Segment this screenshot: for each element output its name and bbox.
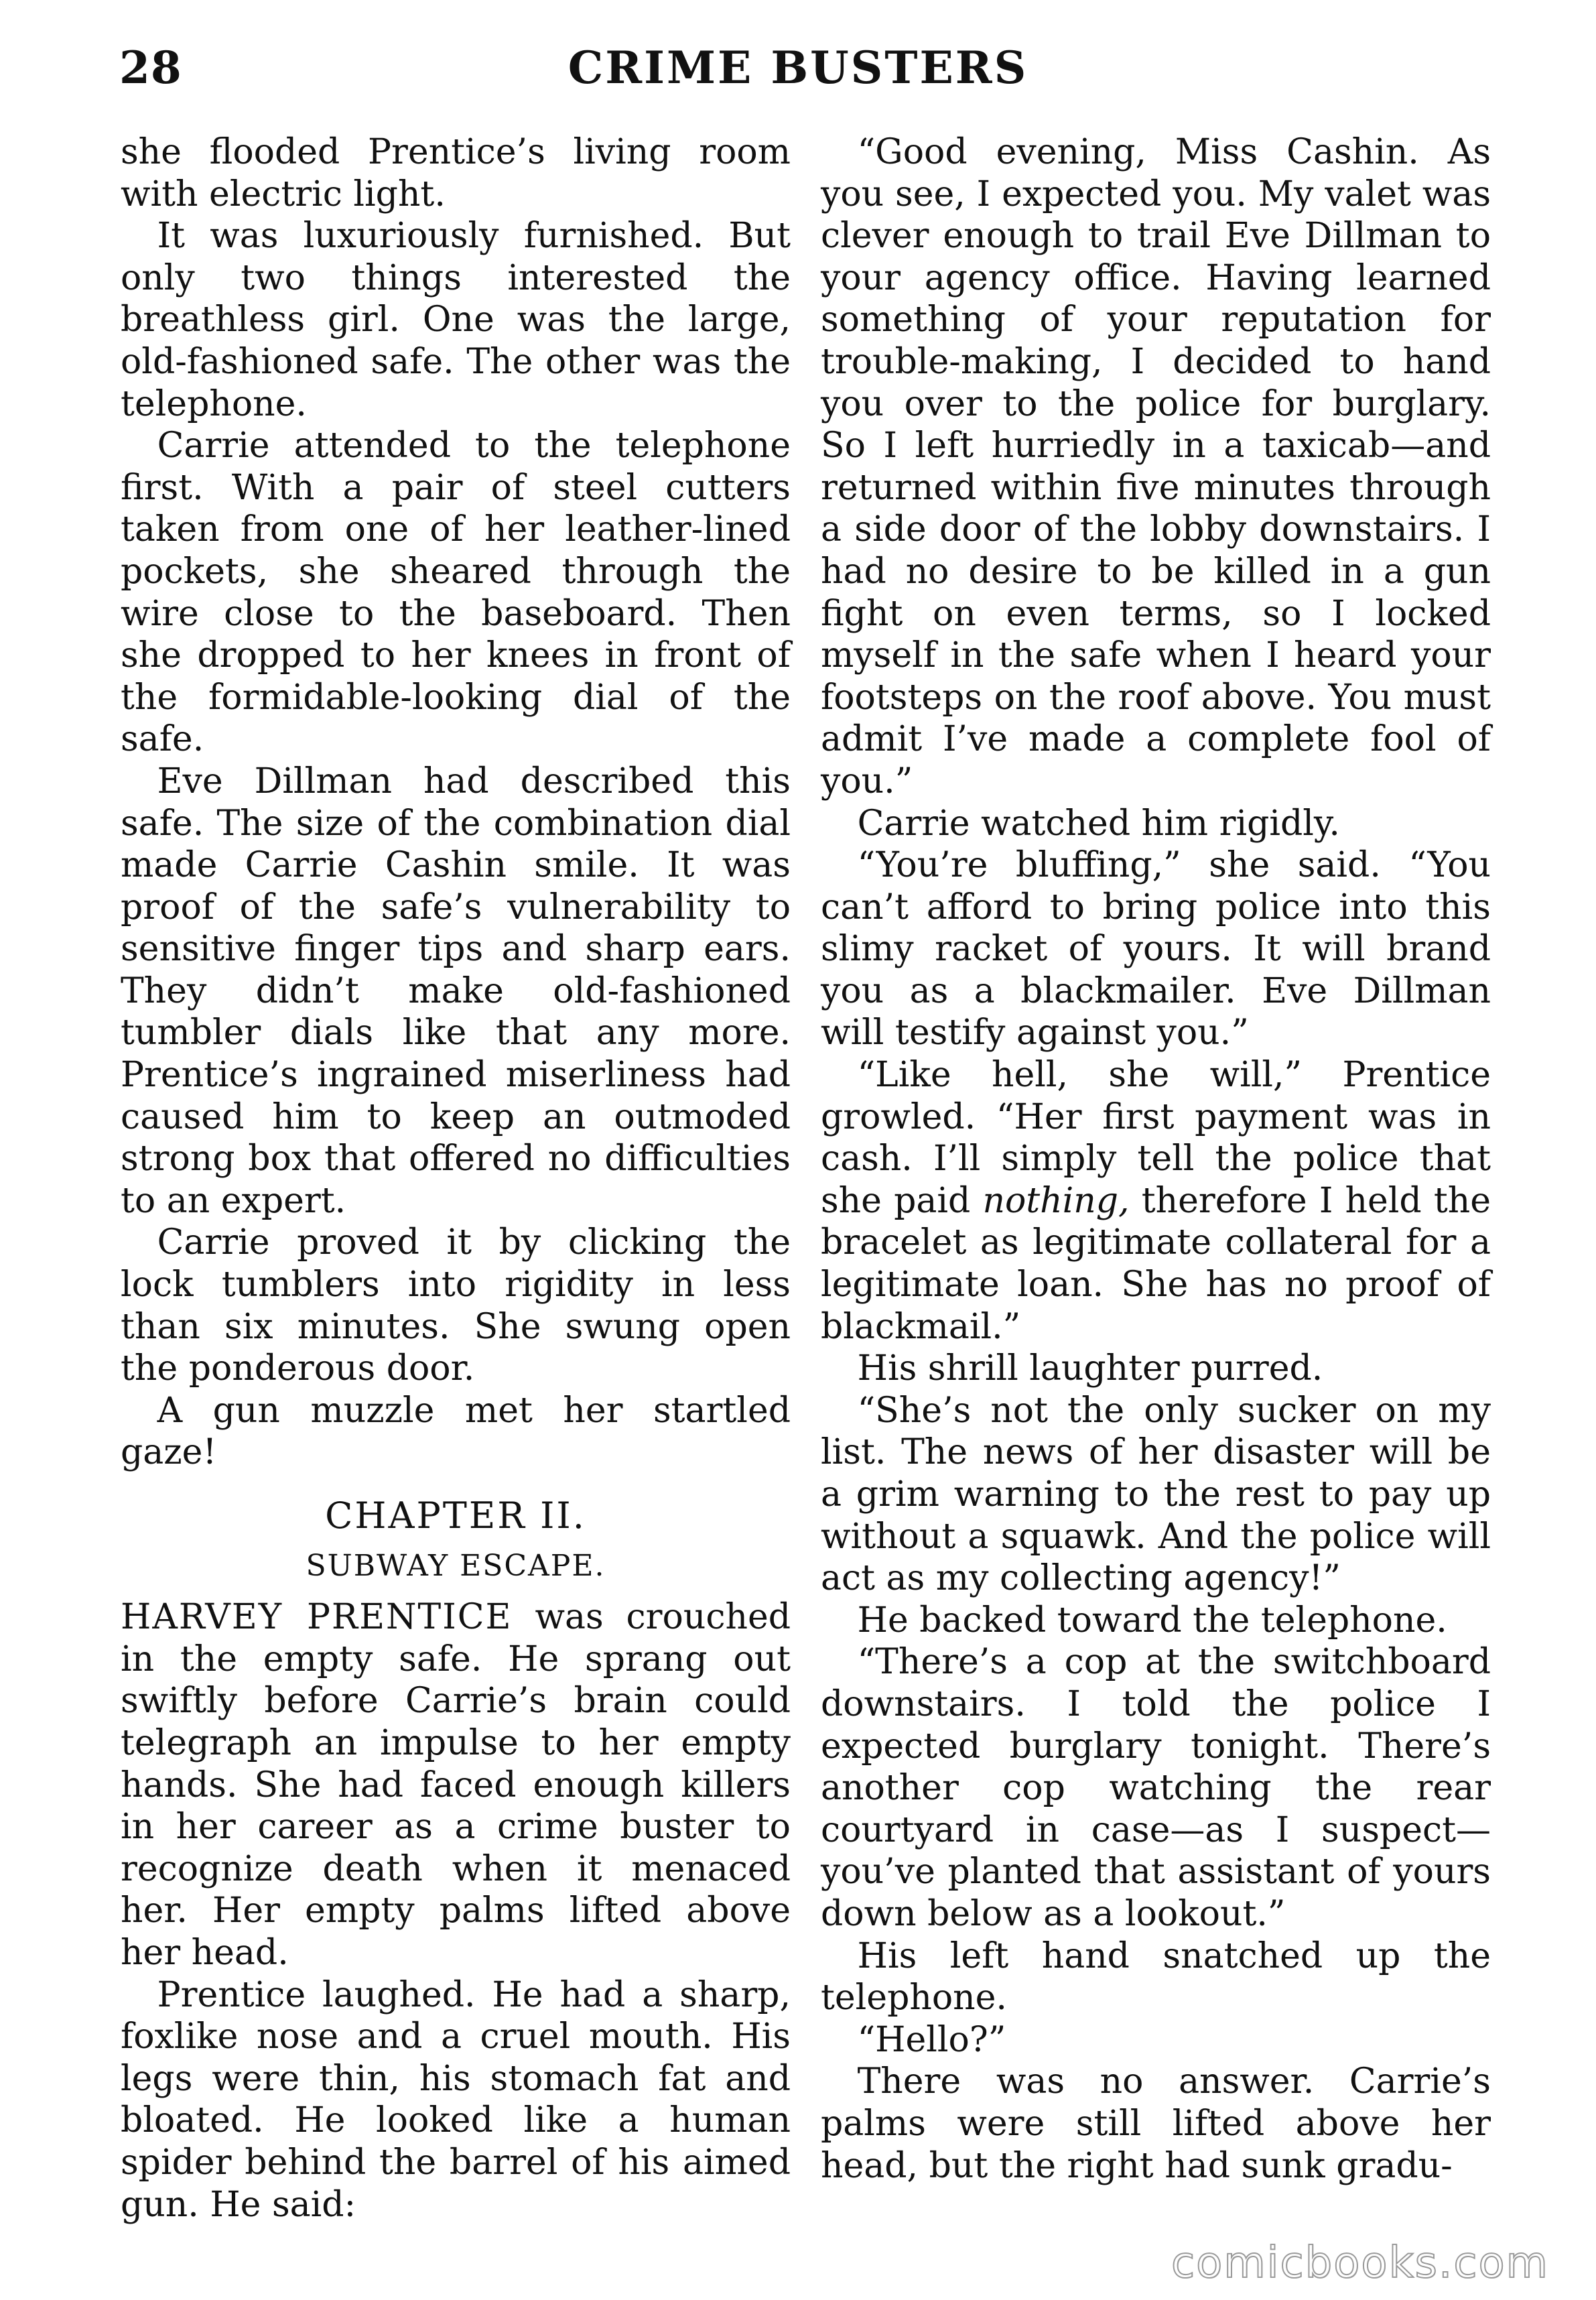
chapter-opening-text: was crouched in the empty safe. He sprang out swiftly before Carrie’s brain could telegraph an impulse to her empty hands. She had faced enough killers in her career as a crime buster to recognize death when it menaced her. Her empty palms lifted above her head. <box>121 1597 791 1973</box>
paragraph: “Hello?” <box>857 2019 1006 2060</box>
paragraph: It was luxuriously furnished. But only two things interested the breathless girl. One was the large, old-fashioned safe. The other was the telephone. <box>121 216 791 424</box>
left-column <box>121 131 791 2226</box>
paragraph: “You’re bluffing,” she said. “You can’t afford to bring police into this slimy racket of yours. It will brand you as a blackmailer. Eve Dillman will testify against you.” <box>821 845 1491 1053</box>
paragraph: Carrie proved it by clicking the lock tumblers into rigidity in less than six minutes. She swung open the ponderous door. <box>121 1222 791 1389</box>
paragraph: Carrie attended to the telephone first. With a pair of steel cutters taken from one of her leather-lined pockets, she sheared through the wire close to the baseboard. Then she dropped to her knees in front of the formidable-looking dial of the safe. <box>121 426 791 760</box>
text-run: therefore I held the bracelet as legitimate collateral for a legitimate loan. She has no proof of blackmail.” <box>821 1180 1491 1347</box>
watermark: comicbooks.com <box>1171 2238 1549 2288</box>
chapter-opening-paragraph <box>121 1596 791 1974</box>
paragraph: “Good evening, Miss Cashin. As you see, I expected you. My valet was clever enough to trail Eve Dillman to your agency office. Having learned something of your reputation for trouble-making, I decided to hand you over to the police for burglary. So I left hurriedly in a taxicab—and returned within five minutes through a side door of the lobby downstairs. I had no desire to be killed in a gun fight on even terms, so I locked myself in the safe when I heard your footsteps on the roof above. You must admit I’ve made a complete fool of you.” <box>821 132 1491 802</box>
paragraph: Prentice laughed. He had a sharp, foxlike nose and a cruel mouth. His legs were thin, his stomach fat and bloated. He looked like a human spider behind the barrel of his aimed gun. He said: <box>121 1974 791 2225</box>
paragraph: Carrie watched him rigidly. <box>857 803 1340 844</box>
chapter-heading: CHAPTER II. <box>325 1494 586 1537</box>
chapter-subtitle: SUBWAY ESCAPE. <box>306 1548 606 1583</box>
paragraph: His left hand snatched up the telephone. <box>821 1935 1491 2019</box>
right-column <box>821 131 1491 2187</box>
paragraph: “She’s not the only sucker on my list. The news of her disaster will be a grim warning to the rest to pay up without a squawk. And the police will act as my collecting agency!” <box>821 1390 1491 1599</box>
paragraph: His shrill laughter purred. <box>857 1348 1323 1389</box>
paragraph: she flooded Prentice’s living room with electric light. <box>121 132 791 214</box>
paragraph: There was no answer. Carrie’s palms were still lifted above her head, but the right had sunk gradu- <box>821 2061 1491 2186</box>
paragraph: “There’s a cop at the switchboard downstairs. I told the police I expected burglary tonight. There’s another cop watching the rear courtyard in case—as I suspect—you’ve planted that assistant of yours down below as a lookout.” <box>821 1642 1491 1934</box>
chapter-lead-words: HARVEY PRENTICE <box>121 1597 513 1638</box>
running-title: CRIME BUSTERS <box>568 42 1028 94</box>
paragraph: A gun muzzle met her startled gaze! <box>121 1390 791 1473</box>
paragraph: He backed toward the telephone. <box>857 1600 1447 1641</box>
paragraph: Eve Dillman had described this safe. The size of the combination dial made Carrie Cashin smile. It was proof of the safe’s vulnerability to sensitive finger tips and sharp ears. They didn’t make old-fashioned tumbler dials like that any more. Prentice’s ingrained miserliness had caused him to keep an outmoded strong box that offered no difficulties to an expert. <box>121 761 791 1221</box>
emphasized-word: nothing, <box>982 1180 1130 1221</box>
paragraph <box>821 1054 1491 1348</box>
page-number: 28 <box>119 42 182 94</box>
text-run: “Like hell, she will,” Prentice growled. “Her first payment was in cash. I’ll simply tell the police that she paid <box>821 1055 1491 1221</box>
